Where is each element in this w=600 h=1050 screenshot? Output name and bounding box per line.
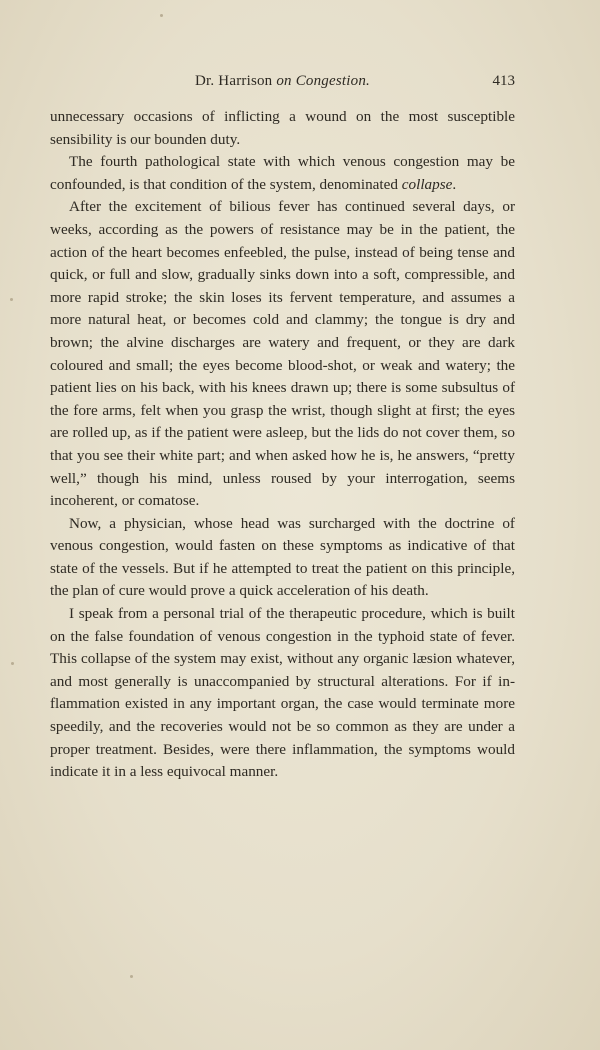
paragraph-text: The fourth pathological state with which venous congestion may be confounded, is that condition of the system, denominated: [50, 153, 515, 193]
paper-speck: [160, 14, 163, 17]
paragraph-collapse-definition: [50, 151, 515, 196]
running-head-author: Dr. Harrison: [195, 73, 277, 89]
body-text: [50, 106, 515, 784]
paragraph-symptoms: After the excitement of bilious fever has continued several days, or weeks, according as the powers of resistance may be in the patient, the action of the heart becomes enfeebled, the pulse, instead of being tense and quick, or full and slow, gradually sinks down into a soft, compressible, and more rapid stroke; the skin loses its fervent temperature, and assumes a more natural heat, or becomes cold and clammy; the tongue is dry and brown; the alvine discharges are watery and frequent, or they are dark coloured and small; the eyes become blood-shot, or weak and watery; the patient lies on his back, with his knees drawn up; there is some subsultus of the fore arms, felt when you grasp the wrist, though slight at first; the eyes are rolled up, as if the patient were asleep, but the lids do not cover them, so that you see their white part; and when asked how he is, he answers, “pretty well,” though his mind, unless roused by your interrogation, seems incoherent, or comatose.: [50, 198, 515, 510]
italic-term: collapse: [401, 175, 453, 193]
paragraph-physician: Now, a physician, whose head was surcharged with the doctrine of venous congestion, would fasten on these symptoms as indicative of that state of the vessels. But if he attempted to treat the patient on this principle, the plan of cure would prove a quick acceleration of his death.: [50, 514, 515, 600]
page-number: 413: [492, 73, 515, 89]
paper-speck: [130, 975, 133, 978]
paragraph-personal-trial: I speak from a personal trial of the therapeutic procedure, which is built on the false foundation of venous congestion in the typhoid state of fever. This collapse of the system may exist, without any organic læsion whatever, and most generally is unaccompanied by structural alterations. For if inflammation existed in any important organ, the case would terminate more speedily, and the recoveries would not be so common as they are under a proper treatment. Besides, were there inflammation, the symptoms would indicate it in a less equivocal manner.: [50, 605, 515, 781]
paragraph-continuation: unnecessary occasions of inflicting a wound on the most susceptible sensibility is our bounden duty.: [50, 108, 515, 148]
running-head-title: [50, 73, 515, 90]
running-head-subject: on Congestion.: [276, 73, 370, 89]
paper-speck: [11, 662, 14, 665]
paper-speck: [10, 298, 13, 301]
paragraph-text-end: .: [452, 175, 457, 193]
running-head: [50, 73, 515, 93]
